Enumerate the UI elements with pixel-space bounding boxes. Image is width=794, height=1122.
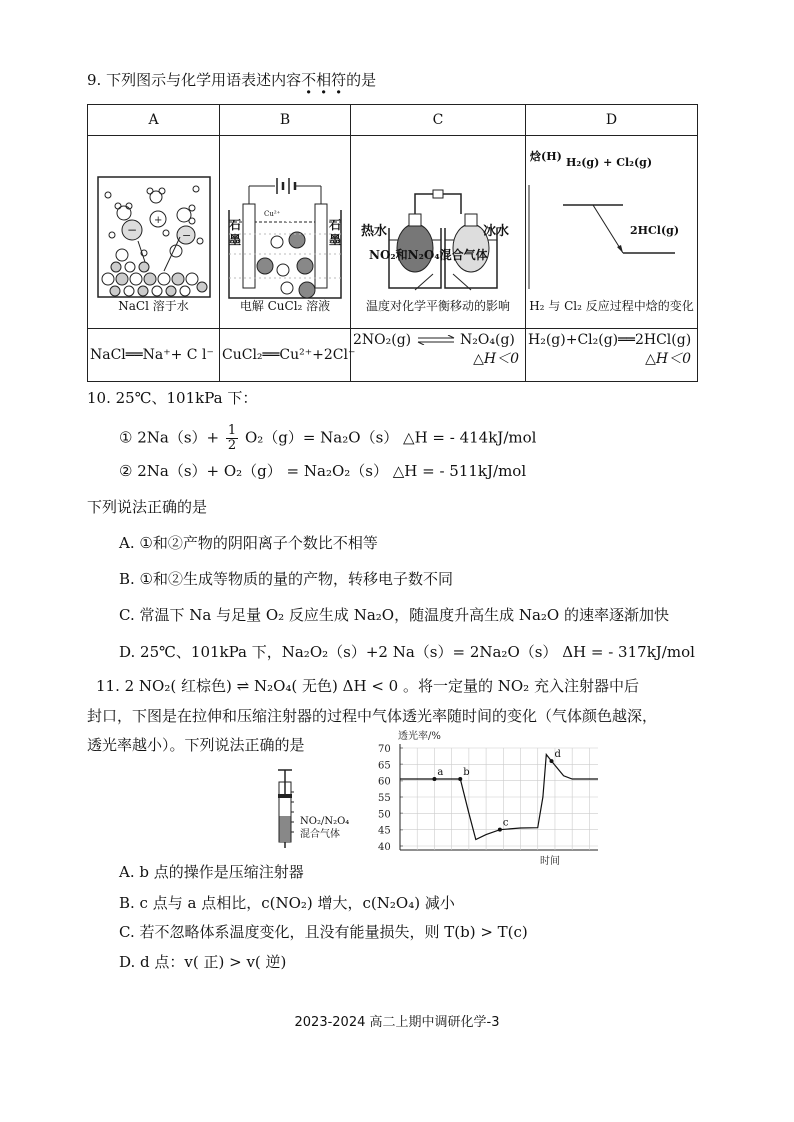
point-label-c: c [502, 817, 509, 829]
q9-stem-dotted-3: 符 [331, 71, 347, 89]
q11-option-d: D. d 点：v( 正) > v( 逆) [119, 953, 287, 971]
y-tick-label: 70 [378, 744, 391, 755]
q11-option-a: A. b 点的操作是压缩注射器 [119, 863, 304, 881]
chart-ylabel: 透光率/% [398, 731, 441, 742]
q10-reaction-2: ② 2Na（s）+ O₂（g） = Na₂O₂（s） △H = - 511kJ/mol [119, 462, 527, 480]
q11-option-b: B. c 点与 a 点相比，c(NO₂) 增大，c(N₂O₄) 减小 [119, 894, 455, 912]
y-tick-label: 55 [378, 793, 391, 804]
q10-stem: 10. 25℃、101kPa 下： [87, 389, 258, 407]
chart-xlabel: 时间 [540, 856, 560, 867]
eq-d-dh: △H＜0 [645, 351, 691, 367]
frac-num: 1 [227, 423, 237, 438]
point-label-a: a [437, 767, 444, 779]
q10-option-a: A. ①和②产物的阴阳离子个数比不相等 [119, 534, 378, 552]
header-b: B [220, 105, 351, 136]
fig-d-cell [526, 136, 698, 329]
page-footer: 2023-2024 高二上期中调研化学-3 [294, 1015, 500, 1030]
q10-option-b: B. ①和②生成等物质的量的产物，转移电子数不同 [119, 570, 454, 588]
header-c: C [351, 105, 526, 136]
gas-mixture-label: NO₂和N₂O₄混合气体 [369, 248, 488, 262]
right-electrode-label: 石墨 [328, 218, 341, 247]
q10-option-c: C. 常温下 Na 与足量 O₂ 反应生成 Na₂O，随温度升高生成 Na₂O 的速率逐渐加快 [119, 606, 669, 624]
svg-text:−: − [181, 229, 191, 242]
cl-ion-label: Cl⁻ [284, 214, 298, 224]
point-d [550, 759, 554, 763]
frac-den: 2 [227, 438, 237, 453]
left-electrode-label: 石墨 [228, 218, 241, 247]
fig-a-cell [88, 136, 220, 329]
q9-stem-dotted-2: 相 [316, 71, 332, 89]
equilibrium-arrow-icon [416, 335, 456, 345]
caption-c: 温度对化学平衡移动的影响 [365, 299, 510, 313]
q10-reaction-1 [119, 424, 536, 453]
header-d: D [526, 105, 698, 136]
product-label: 2HCl(g) [630, 224, 680, 237]
fig-b-cell [220, 136, 351, 329]
eq-d-cell [526, 329, 698, 382]
eq-b: CuCl₂══Cu²⁺+2Cl⁻ [222, 347, 356, 363]
syringe-label-2: 混合气体 [300, 829, 340, 840]
point-label-d: d [554, 749, 561, 761]
y-tick-label: 50 [378, 809, 391, 821]
q11-option-c: C. 若不忽略体系温度变化，且没有能量损失，则 T(b) > T(c) [119, 923, 528, 941]
y-tick-label: 65 [378, 760, 391, 772]
eq-a: NaCl══Na⁺+ C l⁻ [90, 347, 214, 363]
reactants-label: H₂(g) + Cl₂(g) [566, 156, 653, 169]
caption-a: NaCl 溶于水 [118, 299, 189, 313]
q11-line-2: 封口，下图是在拉伸和压缩注射器的过程中气体透光率随时间的变化（气体颜色越深， [87, 707, 658, 725]
q11-line-3: 透光率越小）。下列说法正确的是 [87, 736, 305, 754]
hot-water-label: 热水 [361, 224, 388, 239]
point-label-b: b [463, 767, 470, 779]
eq-c-lhs: 2NO₂(g) [353, 332, 412, 348]
half-fraction [226, 424, 238, 453]
transmittance-chart [372, 730, 612, 868]
fig-c-cell [351, 136, 526, 329]
r1-left: ① 2Na（s）+ [119, 428, 220, 447]
point-c [498, 828, 502, 832]
q9-stem [87, 70, 376, 90]
q9-stem-prefix: 9. 下列图示与化学用语表述内容 [87, 71, 302, 89]
y-tick-label: 40 [378, 842, 391, 853]
eq-c-dh: △H＜0 [473, 351, 519, 367]
eq-a-cell [88, 329, 220, 382]
header-a: A [88, 105, 220, 136]
caption-b: 电解 CuCl₂ 溶液 [239, 299, 331, 313]
svg-text:−: − [126, 223, 137, 237]
q9-table [87, 104, 698, 382]
cu-ion-label: Cu²⁺ [264, 210, 281, 218]
q11-line-1: 11. 2 NO₂( 红棕色) ⇌ N₂O₄( 无色) ΔH < 0 。将一定量的 NO₂ 充入注射器中后 [96, 677, 639, 695]
nacl-dissolve-figure [96, 175, 212, 299]
q9-stem-suffix: 的是 [346, 71, 377, 89]
syringe-figure [270, 768, 300, 850]
equilibrium-temperature-figure [363, 184, 513, 294]
ice-water-label: 冰水 [483, 224, 510, 239]
eq-c-cell [351, 329, 526, 382]
electrolysis-figure [225, 164, 345, 304]
y-tick-label: 45 [378, 825, 391, 837]
point-a [432, 777, 436, 781]
enthalpy-axis-label: 焓(H) [530, 150, 562, 163]
r1-right: O₂（g）= Na₂O（s） △H = - 414kJ/mol [244, 428, 537, 447]
point-b [458, 777, 462, 781]
eq-b-cell [220, 329, 356, 382]
syringe-label-1: NO₂/N₂O₄ [300, 816, 350, 827]
q10-ask: 下列说法正确的是 [87, 498, 208, 516]
y-tick-label: 60 [378, 776, 391, 788]
svg-text:+: + [153, 215, 162, 226]
caption-d: H₂ 与 Cl₂ 反应过程中焓的变化 [529, 299, 694, 313]
q10-option-d: D. 25℃、101kPa 下，Na₂O₂（s）+2 Na（s）= 2Na₂O（s） ΔH = - 317kJ/mol [119, 643, 695, 661]
eq-d: H₂(g)+Cl₂(g)══2HCl(g) [528, 332, 692, 348]
q9-stem-dotted-1: 不 [301, 71, 317, 89]
eq-c-rhs: N₂O₄(g) [460, 332, 515, 348]
